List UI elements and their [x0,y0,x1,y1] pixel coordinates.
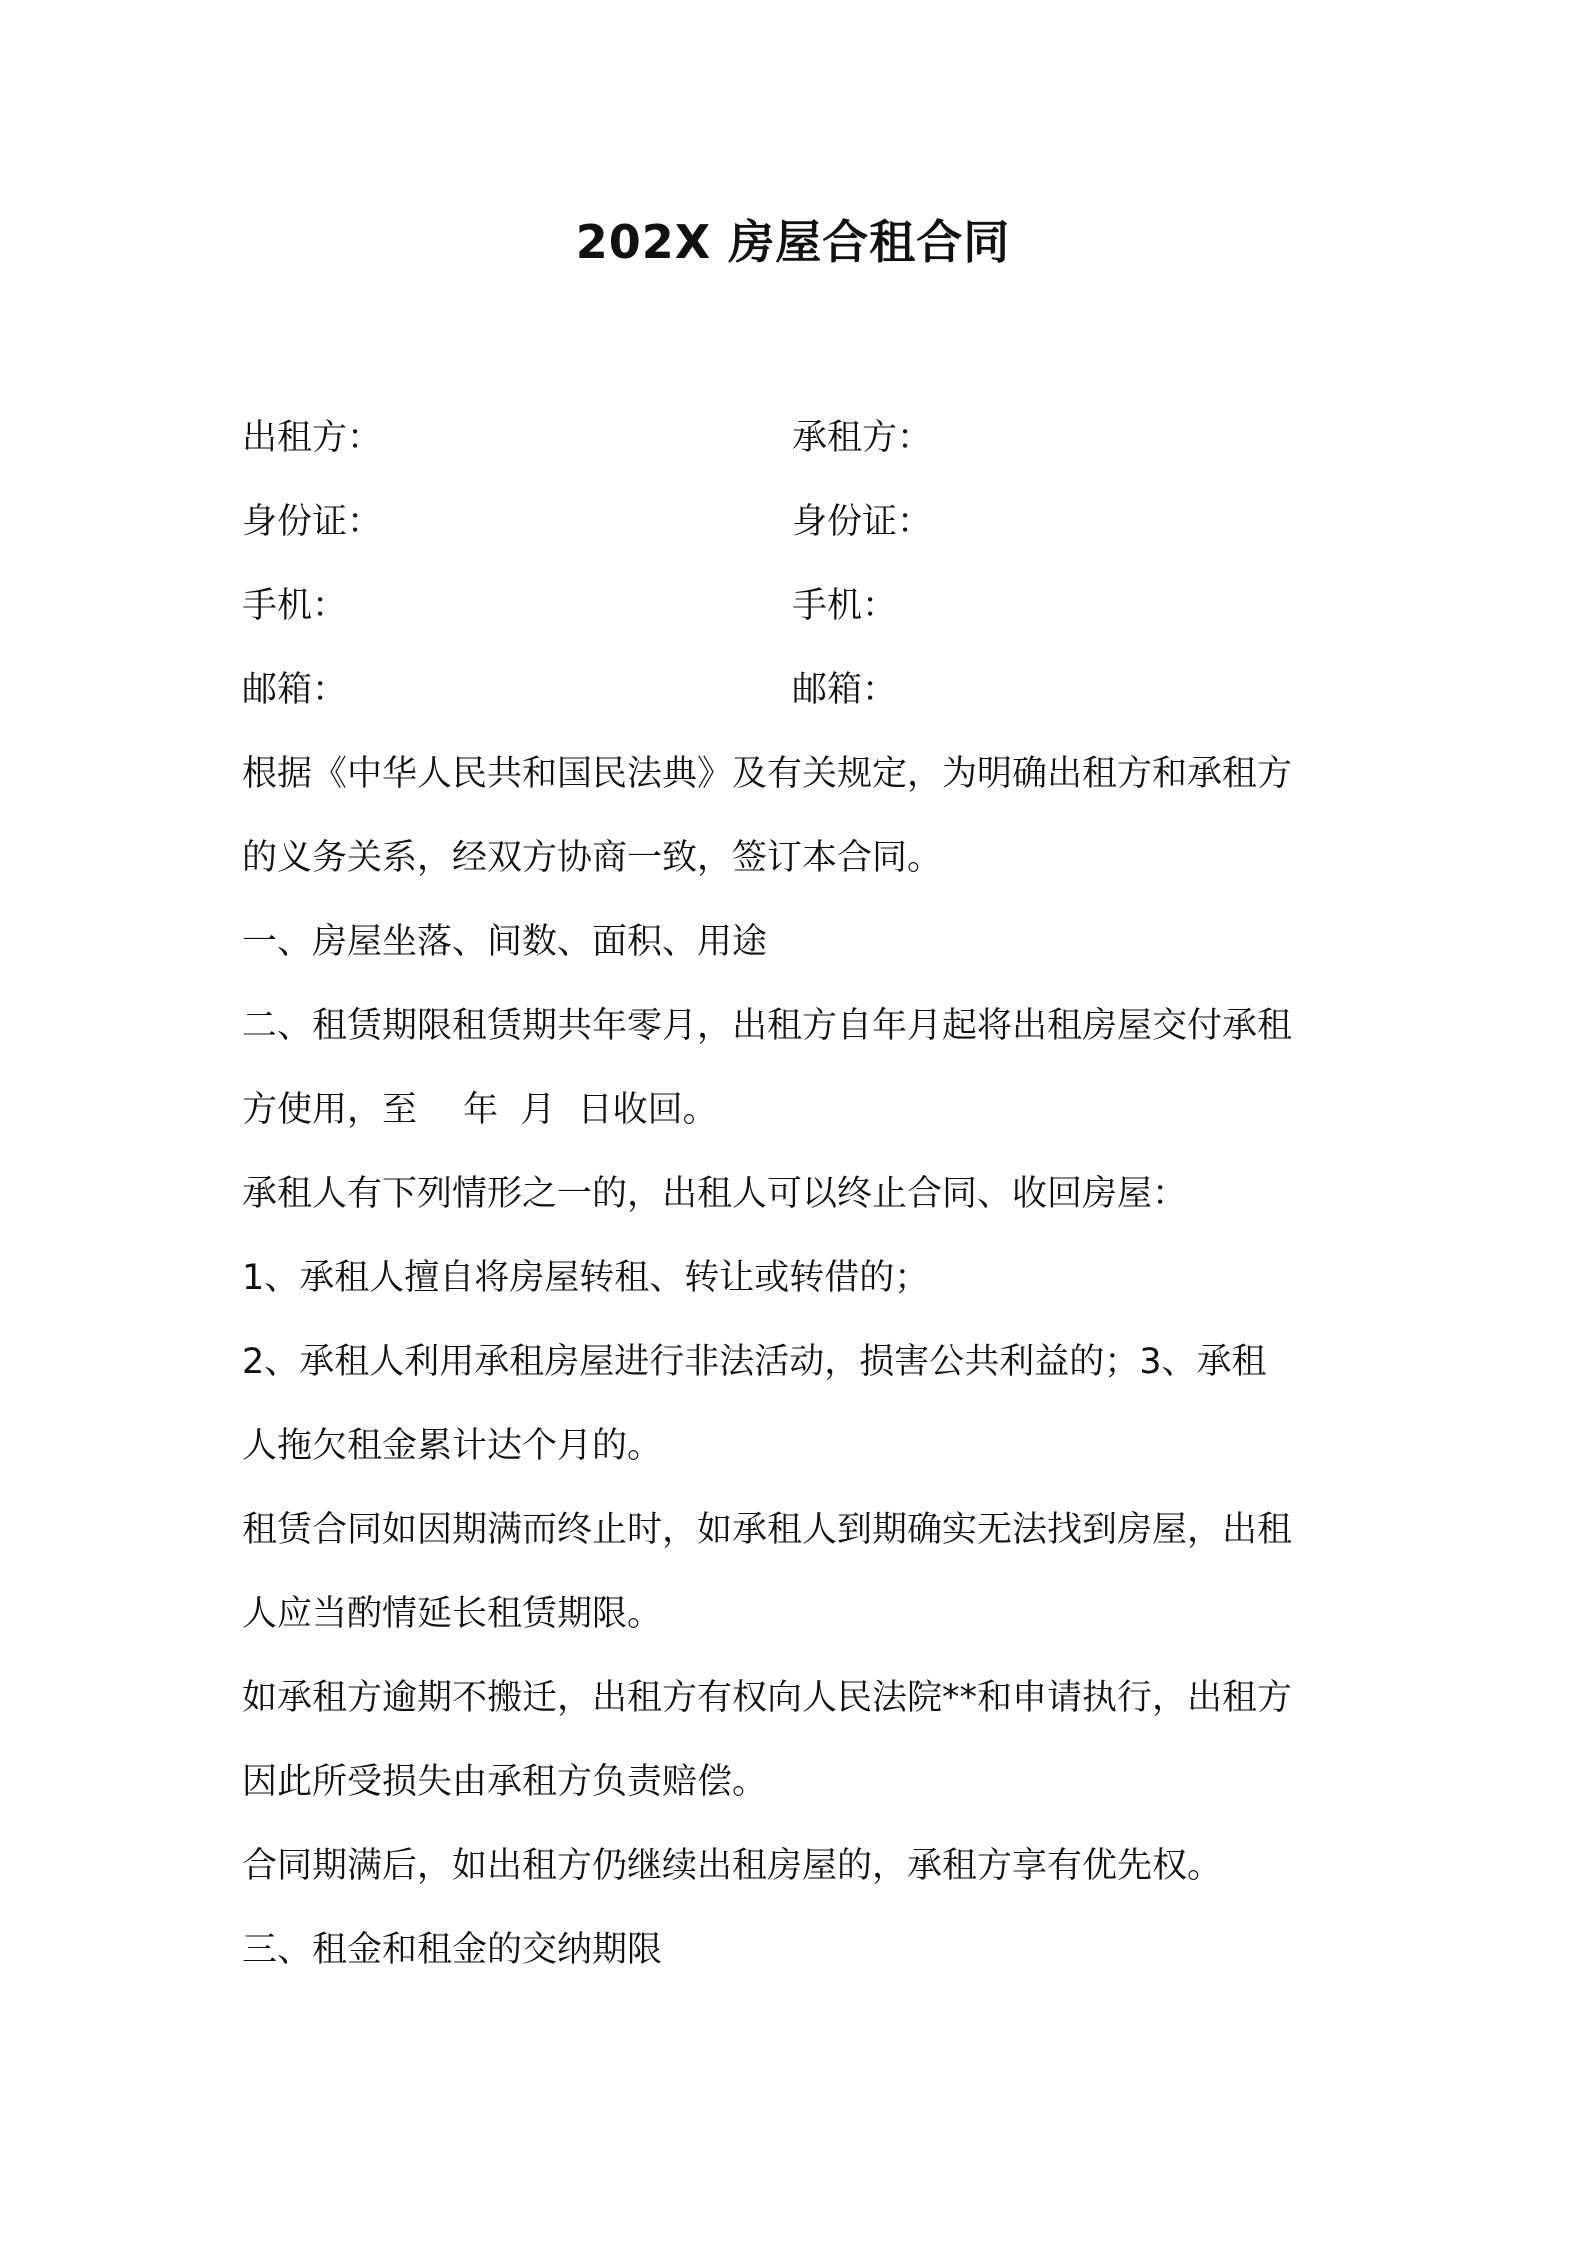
lessor-label: 出租方： [242,418,383,458]
paragraph-line: 承租人有下列情形之一的，出租人可以终止合同、收回房屋： [242,1174,1188,1214]
paragraph-line: 因此所受损失由承租方负责赔偿。 [242,1762,768,1802]
contract-body [242,408,1362,2004]
party-row-email [242,660,1362,744]
lessee-email-label: 邮箱： [792,670,898,710]
party-row-phone [242,576,1362,660]
list-item: 人拖欠租金累计达个月的。 [242,1426,663,1466]
section-heading: 二、租赁期限租赁期共年零月，出租方自年月起将出租房屋交付承租 [242,1006,1293,1046]
party-row-lessor-lessee [242,408,1362,492]
paragraph-line: 的义务关系，经双方协商一致，签订本合同。 [242,838,943,878]
paragraph-line: 方使用，至 年 月 日收回。 [242,1090,718,1130]
lessee-phone-label: 手机： [792,586,898,626]
contract-title: 202X 房屋合租合同 [575,215,1011,269]
section-heading: 一、房屋坐落、间数、面积、用途 [242,922,768,962]
lessee-id-label: 身份证： [792,502,933,542]
paragraph-line: 根据《中华人民共和国民法典》及有关规定，为明确出租方和承租方 [242,754,1293,794]
paragraph-line: 合同期满后，如出租方仍继续出租房屋的，承租方享有优先权。 [242,1846,1223,1886]
list-item: 1、承租人擅自将房屋转租、转让或转借的； [242,1258,930,1298]
paragraph-line: 如承租方逾期不搬迁，出租方有权向人民法院**和申请执行，出租方 [242,1678,1293,1718]
party-row-id [242,492,1362,576]
paragraph-line: 租赁合同如因期满而终止时，如承租人到期确实无法找到房屋，出租 [242,1510,1293,1550]
list-item: 2、承租人利用承租房屋进行非法活动，损害公共利益的；3、承租 [242,1342,1267,1382]
lessee-label: 承租方： [792,418,933,458]
lessor-email-label: 邮箱： [242,670,348,710]
section-heading: 三、租金和租金的交纳期限 [242,1930,663,1970]
lessor-id-label: 身份证： [242,502,383,542]
paragraph-line: 人应当酌情延长租赁期限。 [242,1594,663,1634]
lessor-phone-label: 手机： [242,586,348,626]
